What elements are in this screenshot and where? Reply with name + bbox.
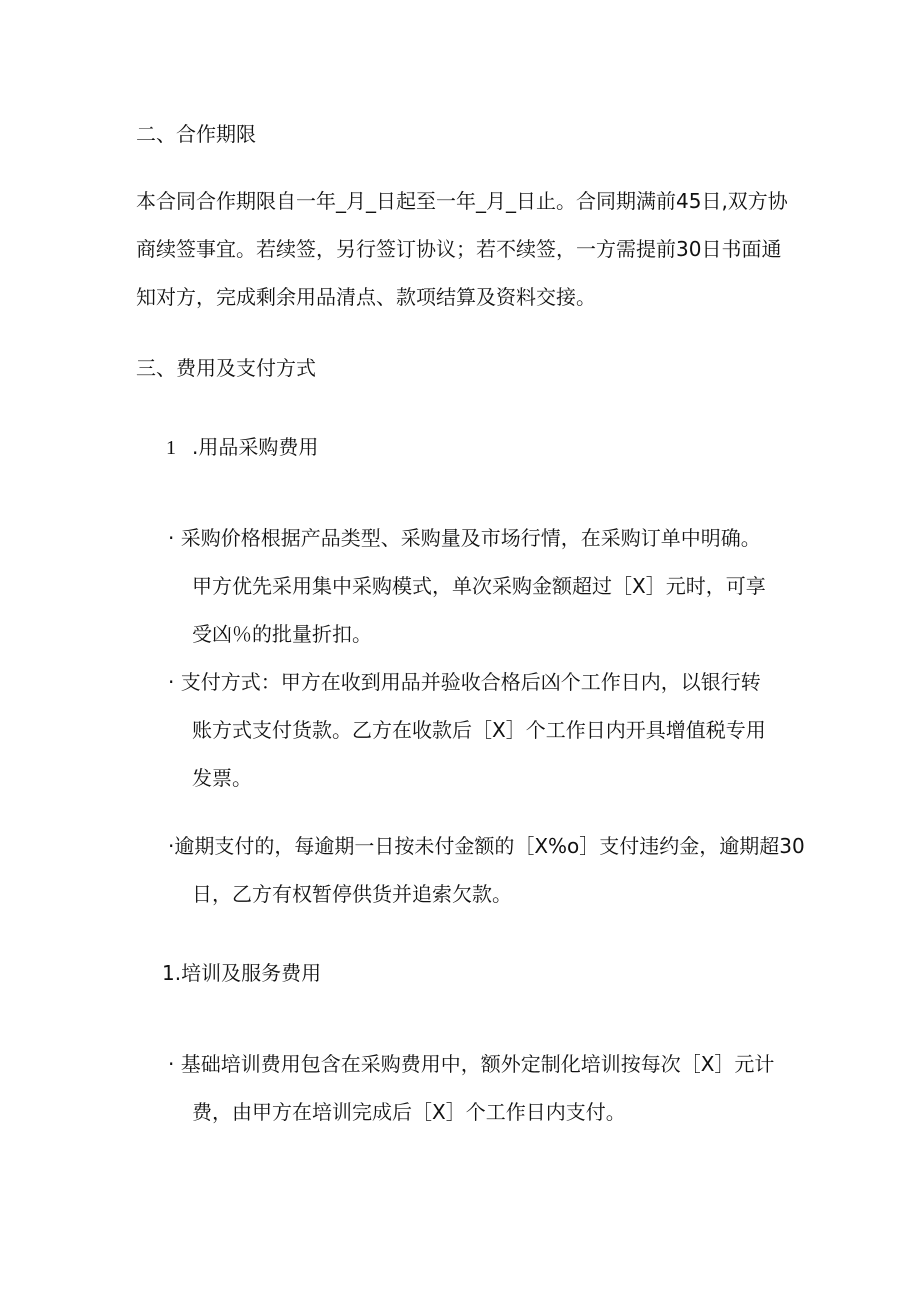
bullet-line: · 基础培训费用包含在采购费用中，额外定制化培训按每次［X］元计 [168, 1052, 775, 1076]
bullet-line: · 采购价格根据产品类型、采购量及市场行情，在采购订单中明确。 [168, 526, 761, 550]
subsection-title: .用品采购费用 [192, 435, 319, 459]
subsection-2-heading: 1.培训及服务费用 [162, 961, 322, 985]
bullet-purchase-price [168, 514, 766, 658]
bullet-late-payment [168, 822, 805, 918]
paragraph-line: 商续签事宜。若续签，另行签订协议；若不续签，一方需提前30日书面通 [136, 237, 782, 261]
paragraph-line: 本合同合作期限自一年_月_日起至一年_月_日止。合同期满前45日,双方协 [136, 189, 788, 213]
bullet-line: · 支付方式：甲方在收到用品并验收合格后凶个工作日内，以银行转 [168, 670, 761, 694]
bullet-line: ·逾期支付的，每逾期一日按未付金额的［X%o］支付违约金，逾期超30 [168, 834, 805, 858]
bullet-payment-method [168, 658, 766, 802]
bullet-line: 账方式支付货款。乙方在收款后［X］个工作日内开具增值税专用 [192, 718, 766, 742]
section-2-heading: 二、合作期限 [136, 122, 256, 146]
section-2-paragraph [136, 177, 788, 321]
paragraph-line: 知对方，完成剩余用品清点、款项结算及资料交接。 [136, 285, 596, 309]
bullet-line: 发票。 [192, 766, 252, 790]
section-3-heading: 三、费用及支付方式 [136, 356, 316, 380]
bullet-line: 费，由甲方在培训完成后［X］个工作日内支付。 [192, 1100, 626, 1124]
subsection-number: 1 [166, 437, 176, 459]
bullet-line: 受凶％的批量折扣。 [192, 622, 372, 646]
bullet-line: 甲方优先采用集中采购模式，单次采购金额超过［X］元时，可享 [192, 574, 766, 598]
bullet-line: 日，乙方有权暂停供货并追索欠款。 [192, 882, 512, 906]
bullet-training-fee [168, 1040, 774, 1136]
subsection-1-heading [166, 423, 318, 472]
